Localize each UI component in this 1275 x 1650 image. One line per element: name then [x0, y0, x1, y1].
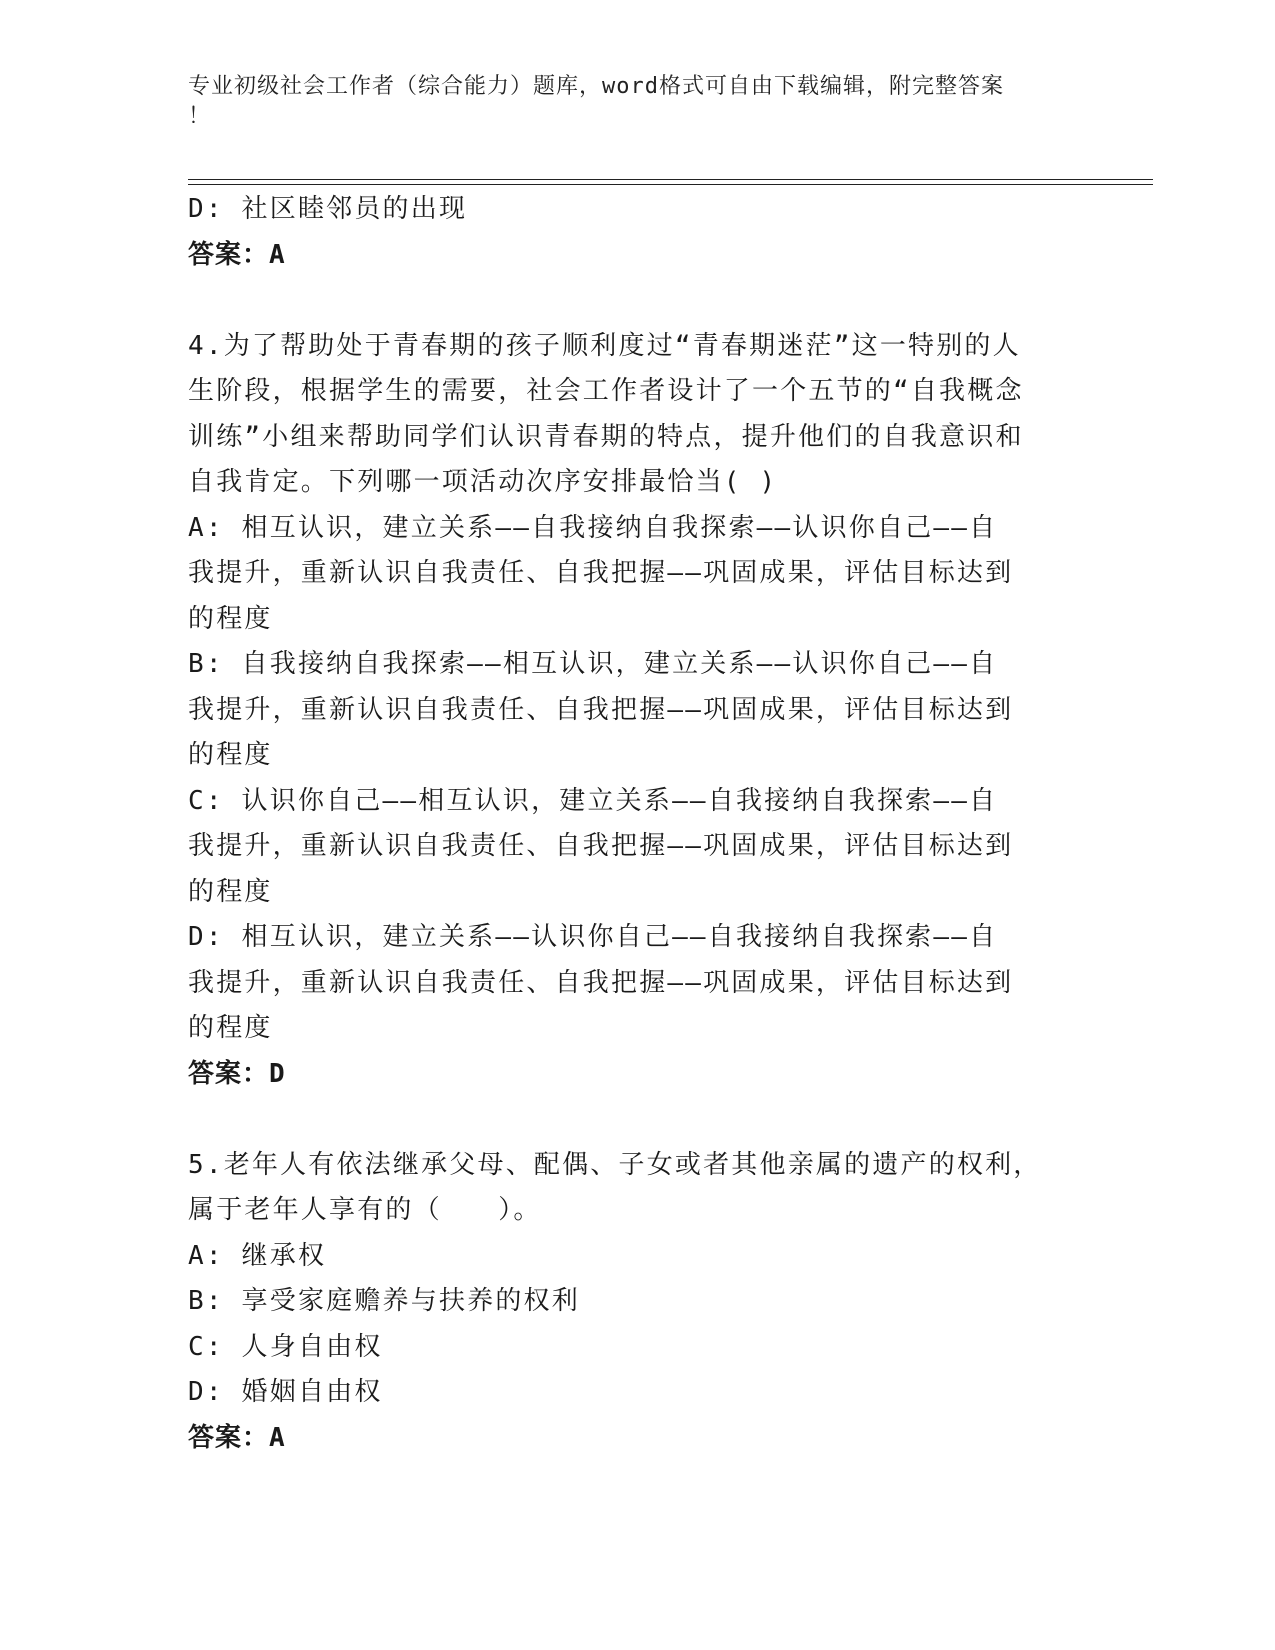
question-5	[188, 1143, 1068, 1462]
header-rule-bottom	[188, 184, 1153, 185]
header-rule-top	[188, 179, 1153, 180]
q4-option-a-line-1: A: 相互认识，建立关系——自我接纳自我探索——认识你自己——自	[188, 512, 998, 543]
q4-option-b-line-1: B: 自我接纳自我探索——相互认识，建立关系——认识你自己——自	[188, 649, 998, 679]
q4-stem-line-1: 4.为了帮助处于青春期的孩子顺利度过“青春期迷茫”这一特别的人	[188, 330, 1021, 361]
spacer	[188, 1097, 1068, 1143]
q4-answer: 答案：D	[188, 1058, 286, 1089]
header-title-line-1: 专业初级社会工作者（综合能力）题库，word格式可自由下载编辑，附完整答案	[188, 74, 1004, 99]
q4-option-a-line-3: 的程度	[188, 603, 273, 634]
q5-answer: 答案：A	[188, 1422, 286, 1453]
q5-stem-line-2: 属于老年人享有的（ ）。	[188, 1195, 542, 1225]
q4-stem-line-3: 训练”小组来帮助同学们认识青春期的特点，提升他们的自我意识和	[188, 421, 1024, 452]
q4-option-c-line-1: C: 认识你自己——相互认识，建立关系——自我接纳自我探索——自	[188, 785, 998, 816]
q4-option-b-line-2: 我提升，重新认识自我责任、自我把握——巩固成果，评估目标达到	[188, 694, 1014, 725]
q5-option-d: D: 婚姻自由权	[188, 1377, 383, 1407]
question-content	[188, 187, 1068, 1461]
q4-stem-line-4: 自我肯定。下列哪一项活动次序安排最恰当( )	[188, 467, 778, 497]
q4-option-d-line-3: 的程度	[188, 1013, 273, 1043]
q4-option-a-line-2: 我提升，重新认识自我责任、自我把握——巩固成果，评估目标达到	[188, 558, 1014, 588]
q5-option-b: B: 享受家庭赡养与扶养的权利	[188, 1286, 580, 1316]
page-header	[188, 72, 1068, 132]
prev-question-answer: 答案：A	[188, 239, 286, 270]
q5-option-a: A: 继承权	[188, 1240, 327, 1271]
q4-option-b-line-3: 的程度	[188, 740, 273, 770]
q5-option-c: C: 人身自由权	[188, 1331, 383, 1362]
prev-question-option-d: D: 社区睦邻员的出现	[188, 194, 468, 224]
spacer	[188, 278, 1068, 324]
q4-stem-line-2: 生阶段，根据学生的需要，社会工作者设计了一个五节的“自我概念	[188, 376, 1024, 406]
q4-option-c-line-3: 的程度	[188, 876, 273, 907]
question-4	[188, 324, 1068, 1098]
header-title-line-2: ！	[188, 104, 212, 129]
q5-stem-line-1: 5.老年人有依法继承父母、配偶、子女或者其他亲属的遗产的权利，	[188, 1149, 1042, 1180]
q4-option-d-line-2: 我提升，重新认识自我责任、自我把握——巩固成果，评估目标达到	[188, 967, 1014, 998]
q4-option-c-line-2: 我提升，重新认识自我责任、自我把握——巩固成果，评估目标达到	[188, 831, 1014, 861]
q4-option-d-line-1: D: 相互认识，建立关系——认识你自己——自我接纳自我探索——自	[188, 922, 998, 952]
